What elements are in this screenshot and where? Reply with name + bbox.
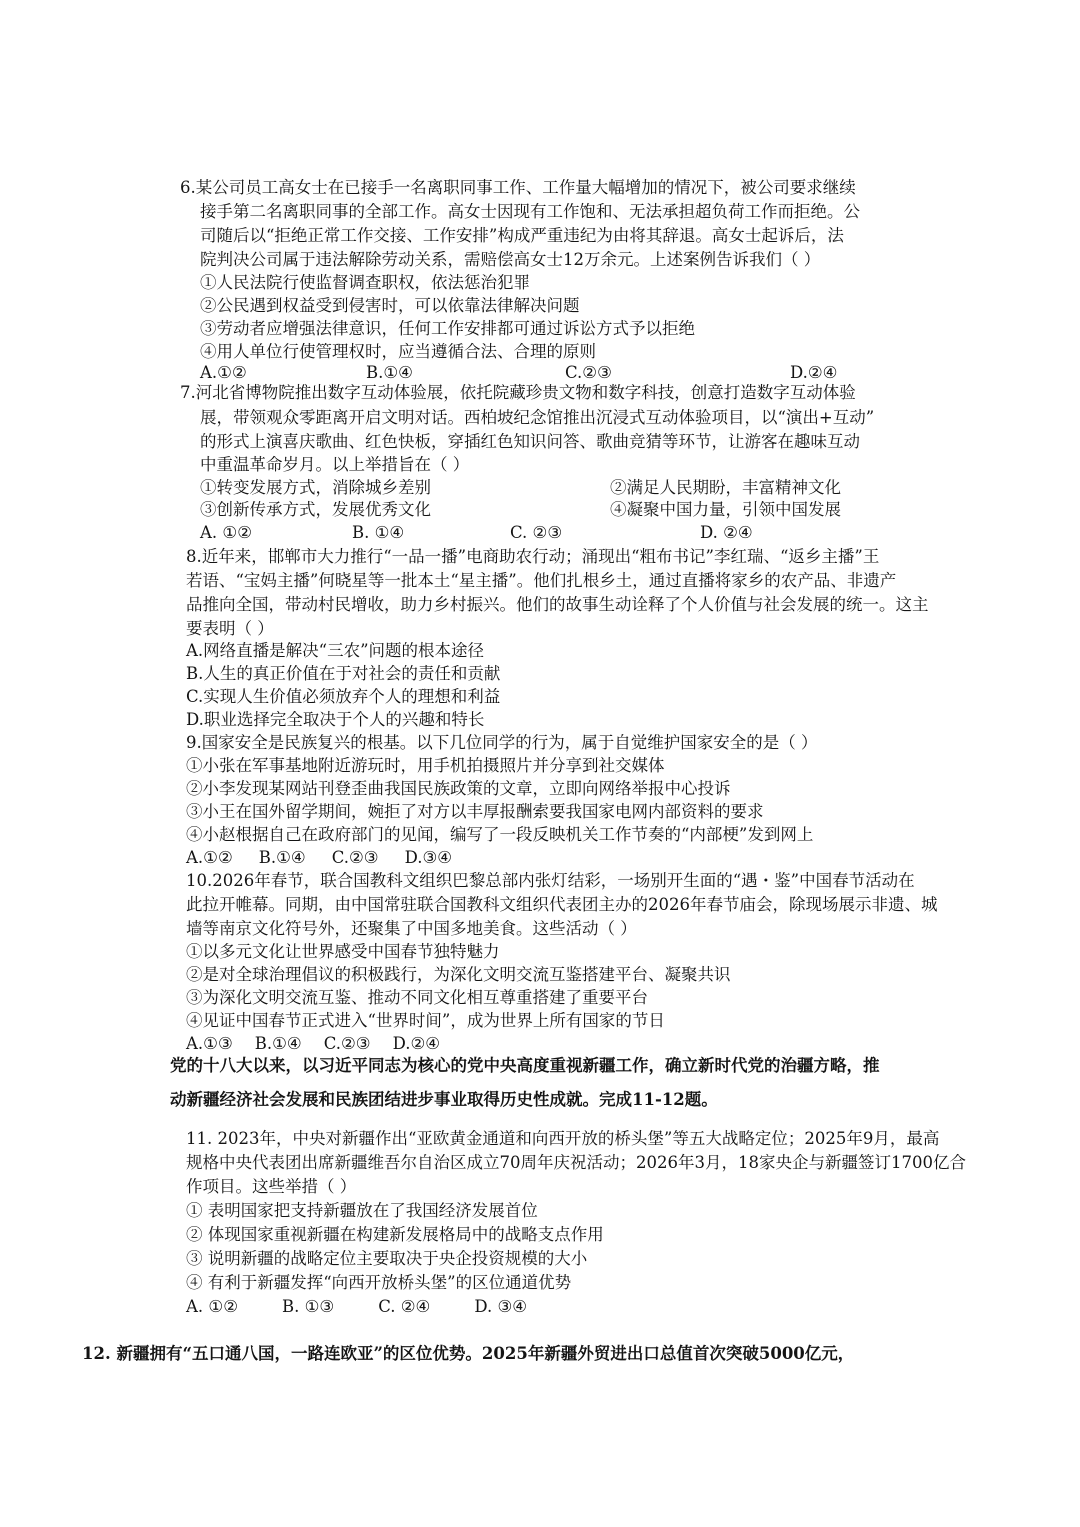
q9-option-c: C.②③ [331,848,379,867]
q10-option-b: B.①④ [254,1034,302,1053]
q6-stem-line: 6.某公司员工高女士在已接手一名离职同事工作、工作量大幅增加的情况下，被公司要求继续 [180,178,856,197]
q8-stem-line: 若语、“宝妈主播”何晓星等一批本土“星主播”。他们扎根乡土，通过直播将家乡的农产品、非遗产 [186,571,897,590]
q9-options [186,847,452,869]
q9-option-a: A.①② [186,848,233,867]
q10-stem-line: 墙等南京文化符号外，还聚集了中国多地美食。这些活动（ ） [186,919,637,938]
q11-option-c: C. ②④ [378,1297,431,1316]
q11-item: ② 体现国家重视新疆在构建新发展格局中的战略支点作用 [186,1225,604,1244]
q7-stem-line: 7.河北省博物院推出数字互动体验展，依托院藏珍贵文物和数字科技，创意打造数字互动体验 [180,383,856,402]
q6-item: ①人民法院行使监督调查职权，依法惩治犯罪 [200,273,530,292]
q10-option-a: A.①③ [186,1034,233,1053]
q9-item: ④小赵根据自己在政府部门的见闻，编写了一段反映机关工作节奏的“内部梗”发到网上 [186,825,814,844]
q6-option-a: A.①② [200,363,247,382]
q8-stem-line: 要表明（ ） [186,619,274,638]
q6-item: ④用人单位行使管理权时，应当遵循合法、合理的原则 [200,342,596,361]
q11-option-d: D. ③④ [474,1297,528,1316]
q9-item: ①小张在军事基地附近游玩时，用手机拍摄照片并分享到社交媒体 [186,756,665,775]
q9-item: ③小王在国外留学期间，婉拒了对方以丰厚报酬索要我国家电网内部资料的要求 [186,802,764,821]
q11-option-b: B. ①③ [282,1297,335,1316]
q10-item: ②是对全球治理倡议的积极践行，为深化文明交流互鉴搭建平台、凝聚共识 [186,965,731,984]
q6-stem-line: 院判决公司属于违法解除劳动关系，需赔偿高女士12万余元。上述案例告诉我们（ ） [200,250,821,269]
q11-options [186,1296,527,1318]
q7-item: ③创新传承方式，发展优秀文化 [200,500,431,519]
q6-item: ②公民遇到权益受到侵害时，可以依靠法律解决问题 [200,296,580,315]
q11-item: ④ 有利于新疆发挥“向西开放桥头堡”的区位通道优势 [186,1273,572,1292]
q8-stem-line: 8.近年来，邯郸市大力推行“一品一播”电商助农行动；涌现出“粗布书记”李红瑞、“返乡主播”王 [186,547,880,566]
q11-stem-line: 规格中央代表团出席新疆维吾尔自治区成立70周年庆祝活动；2026年3月，18家央企与新疆签订1700亿合 [186,1153,966,1172]
q9-option-b: B.①④ [258,848,306,867]
q8-option-b: B.人生的真正价值在于对社会的责任和贡献 [186,664,501,683]
q6-stem-line: 接手第二名离职同事的全部工作。高女士因现有工作饱和、无法承担超负荷工作而拒绝。公 [200,202,860,221]
q8-option-d: D.职业选择完全取决于个人的兴趣和特长 [186,710,485,729]
q10-item: ④见证中国春节正式进入“世界时间”，成为世界上所有国家的节日 [186,1011,665,1030]
q11-option-a: A. ①② [186,1297,238,1316]
intro-line: 动新疆经济社会发展和民族团结进步事业取得历史性成就。完成11-12题。 [170,1090,718,1109]
q8-option-c: C.实现人生价值必须放弃个人的理想和利益 [186,687,501,706]
q7-stem-line: 中重温革命岁月。以上举措旨在（ ） [200,455,470,474]
q7-item: ②满足人民期盼，丰富精神文化 [610,478,841,497]
q7-item: ①转变发展方式，消除城乡差别 [200,478,431,497]
q7-option-c: C. ②③ [510,523,563,542]
q10-stem-line: 此拉开帷幕。同期，由中国常驻联合国教科文组织代表团主办的2026年春节庙会，除现场展示非遗、城 [186,895,938,914]
q11-item: ① 表明国家把支持新疆放在了我国经济发展首位 [186,1201,538,1220]
q9-stem-line: 9.国家安全是民族复兴的根基。以下几位同学的行为，属于自觉维护国家安全的是（ ） [186,733,818,752]
intro-line: 党的十八大以来，以习近平同志为核心的党中央高度重视新疆工作，确立新时代党的治疆方略，推 [170,1056,880,1075]
q7-option-b: B. ①④ [352,523,405,542]
q6-stem-line: 司随后以“拒绝正常工作交接、工作安排”构成严重违纪为由将其辞退。高女士起诉后，法 [200,226,844,245]
q8-option-a: A.网络直播是解决“三农”问题的根本途径 [186,641,485,660]
q6-item: ③劳动者应增强法律意识，任何工作安排都可通过诉讼方式予以拒绝 [200,319,695,338]
q7-stem-line: 展，带领观众零距离开启文明对话。西柏坡纪念馆推出沉浸式互动体验项目，以“演出+互动” [200,408,875,427]
q8-stem-line: 品推向全国，带动村民增收，助力乡村振兴。他们的故事生动诠释了个人价值与社会发展的统一。这主 [186,595,929,614]
q11-stem-line: 11. 2023年，中央对新疆作出“亚欧黄金通道和向西开放的桥头堡”等五大战略定位；2025年9月，最高 [186,1129,940,1148]
q7-option-d: D. ②④ [700,523,753,542]
q10-option-c: C.②③ [323,1034,371,1053]
q7-option-a: A. ①② [200,523,252,542]
q11-item: ③ 说明新疆的战略定位主要取决于央企投资规模的大小 [186,1249,588,1268]
q7-stem-line: 的形式上演喜庆歌曲、红色快板，穿插红色知识问答、歌曲竞猜等环节，让游客在趣味互动 [200,432,860,451]
q9-item: ②小李发现某网站刊登歪曲我国民族政策的文章，立即向网络举报中心投诉 [186,779,731,798]
q10-options [186,1033,440,1055]
q12-stem-line: 12. 新疆拥有“五口通八国，一路连欧亚”的区位优势。2025年新疆外贸进出口总值首次突破5000亿元， [82,1344,855,1363]
q7-item: ④凝聚中国力量，引领中国发展 [610,500,841,519]
q6-option-c: C.②③ [565,363,612,382]
q10-option-d: D.②④ [392,1034,441,1053]
q10-item: ③为深化文明交流互鉴、推动不同文化相互尊重搭建了重要平台 [186,988,648,1007]
q10-stem-line: 10.2026年春节，联合国教科文组织巴黎总部内张灯结彩，一场别开生面的“遇・鉴”中国春节活动在 [186,871,915,890]
q6-option-b: B.①④ [366,363,413,382]
q11-stem-line: 作项目。这些举措（ ） [186,1177,357,1196]
q9-option-d: D.③④ [404,848,453,867]
q10-item: ①以多元文化让世界感受中国春节独特魅力 [186,942,500,961]
q6-option-d: D.②④ [790,363,838,382]
